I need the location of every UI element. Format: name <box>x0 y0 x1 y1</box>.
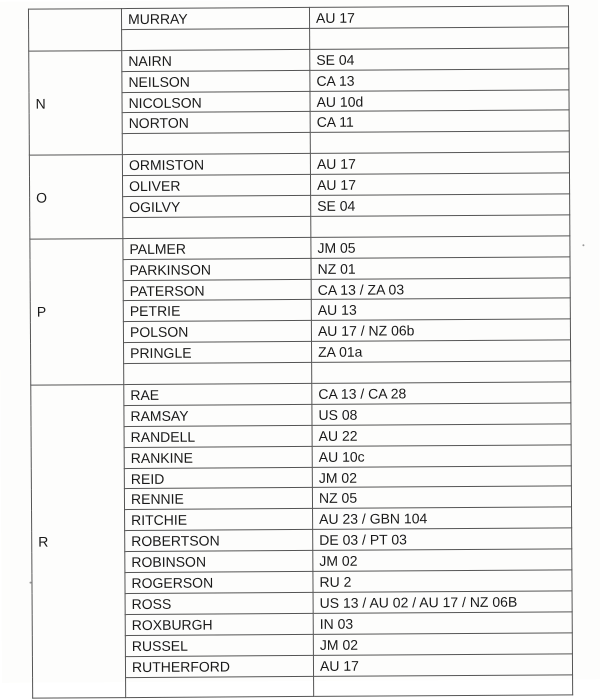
reference-cell: CA 13 / ZA 03 <box>311 277 570 299</box>
surname-index-table <box>28 5 573 699</box>
empty-reference-cell <box>311 215 570 237</box>
surname-index-body <box>28 6 572 699</box>
surname-cell: OGILVY <box>123 195 311 217</box>
reference-cell: JM 02 <box>313 633 572 655</box>
surname-cell: PRINGLE <box>124 342 312 364</box>
reference-cell: NZ 01 <box>311 257 570 279</box>
surname-cell: ROBERTSON <box>125 530 313 552</box>
surname-cell: NICOLSON <box>122 91 310 113</box>
reference-cell: AU 17 <box>309 6 568 28</box>
empty-reference-cell <box>312 361 571 383</box>
surname-cell: ORMISTON <box>122 154 310 176</box>
reference-cell: DE 03 / PT 03 <box>313 528 572 550</box>
reference-cell: CA 13 / CA 28 <box>312 382 571 404</box>
surname-cell: NORTON <box>122 112 310 134</box>
reference-cell: AU 17 <box>310 152 569 174</box>
surname-cell: RENNIE <box>124 488 312 510</box>
reference-cell: JM 05 <box>311 236 570 258</box>
surname-cell: RUTHERFORD <box>125 655 313 677</box>
surname-cell: ROXBURGH <box>125 613 313 635</box>
scan-speck <box>29 582 31 584</box>
empty-reference-cell <box>310 27 569 49</box>
surname-cell: OLIVER <box>122 175 310 197</box>
surname-cell: NAIRN <box>122 49 310 71</box>
reference-cell: AU 17 <box>313 653 572 675</box>
reference-cell: AU 10c <box>312 445 571 467</box>
reference-cell: CA 11 <box>310 110 569 132</box>
scan-speck <box>582 244 584 246</box>
surname-cell: PETRIE <box>123 300 311 322</box>
section-letter <box>28 9 121 51</box>
surname-cell: RUSSEL <box>125 634 313 656</box>
reference-cell: RU 2 <box>313 570 572 592</box>
surname-cell: ROSS <box>125 592 313 614</box>
section-letter: R <box>31 385 126 699</box>
reference-cell: US 08 <box>312 403 571 425</box>
surname-cell: PATERSON <box>123 279 311 301</box>
reference-cell: AU 17 <box>310 173 569 195</box>
surname-cell: ROGERSON <box>125 571 313 593</box>
empty-name-cell <box>122 28 310 50</box>
surname-cell: POLSON <box>123 321 311 343</box>
reference-cell: AU 17 / NZ 06b <box>311 319 570 341</box>
surname-cell: PARKINSON <box>123 258 311 280</box>
surname-cell: PALMER <box>123 237 311 259</box>
section-letter: N <box>29 50 123 155</box>
section-letter: O <box>29 155 123 239</box>
surname-cell: RAE <box>124 383 312 405</box>
reference-cell: JM 02 <box>313 549 572 571</box>
reference-cell: NZ 05 <box>312 486 571 508</box>
empty-name-cell <box>122 133 310 155</box>
empty-reference-cell <box>314 674 573 696</box>
reference-cell: AU 13 <box>311 298 570 320</box>
reference-cell: AU 10d <box>310 89 569 111</box>
surname-cell: RANKINE <box>124 446 312 468</box>
empty-name-cell <box>123 216 311 238</box>
reference-cell: US 13 / AU 02 / AU 17 / NZ 06B <box>313 591 572 613</box>
empty-name-cell <box>124 363 312 385</box>
surname-cell: MURRAY <box>121 7 309 29</box>
reference-cell: SE 04 <box>311 194 570 216</box>
surname-cell: NEILSON <box>122 70 310 92</box>
surname-cell: RITCHIE <box>125 509 313 531</box>
reference-cell: AU 23 / GBN 104 <box>313 507 572 529</box>
section-letter: P <box>30 238 124 385</box>
surname-cell: ROBINSON <box>125 551 313 573</box>
empty-name-cell <box>126 676 314 698</box>
reference-cell: AU 22 <box>312 424 571 446</box>
reference-cell: CA 13 <box>310 69 569 91</box>
reference-cell: SE 04 <box>310 48 569 70</box>
reference-cell: IN 03 <box>313 612 572 634</box>
surname-cell: REID <box>124 467 312 489</box>
reference-cell: JM 02 <box>312 465 571 487</box>
empty-reference-cell <box>310 131 569 153</box>
surname-cell: RAMSAY <box>124 404 312 426</box>
surname-cell: RANDELL <box>124 425 312 447</box>
reference-cell: ZA 01a <box>312 340 571 362</box>
